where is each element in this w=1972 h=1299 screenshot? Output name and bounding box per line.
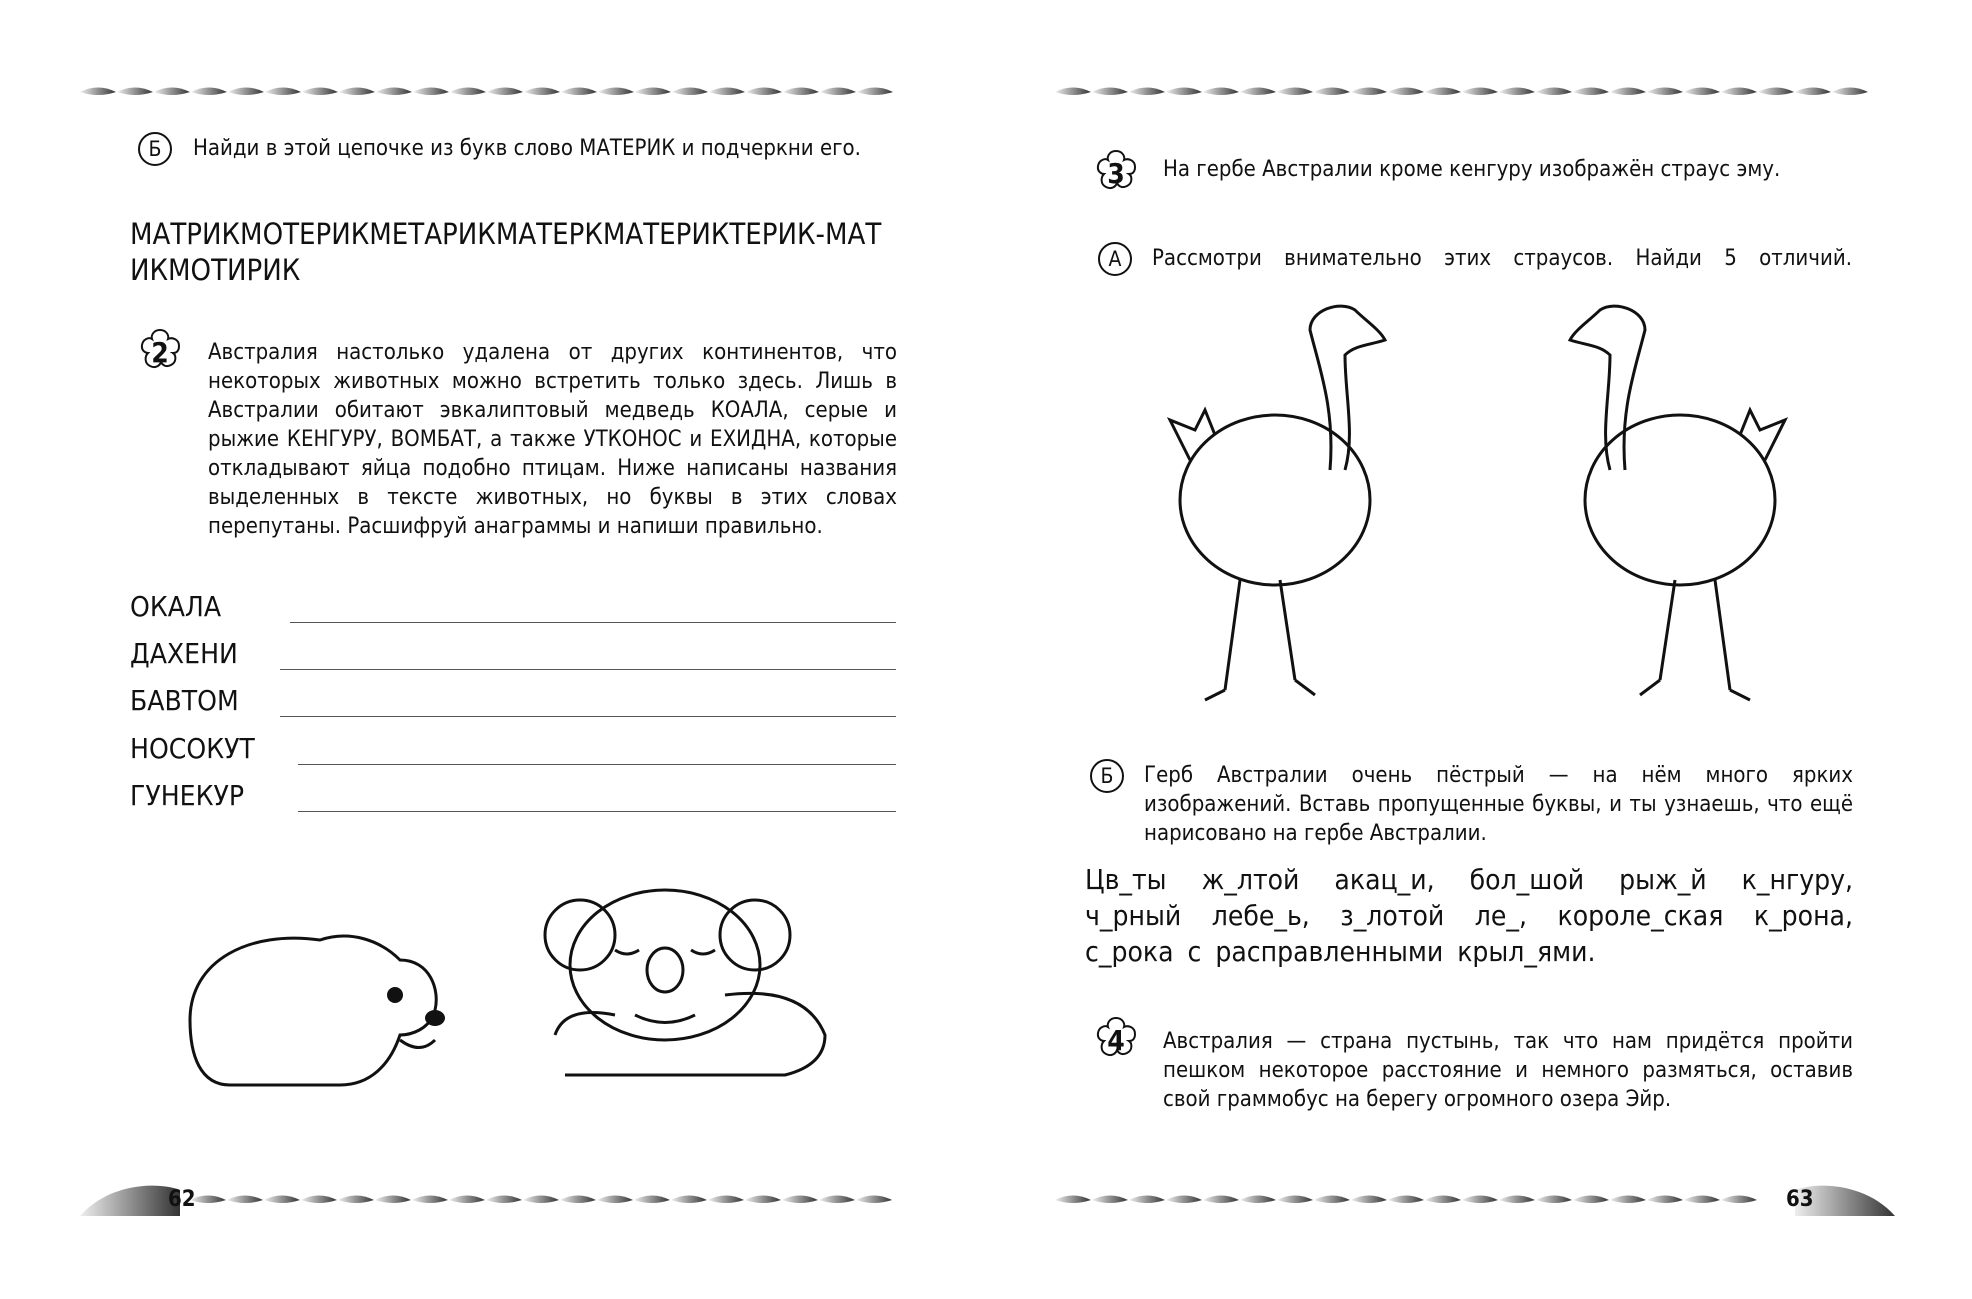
- border-leaf: [560, 1196, 596, 1204]
- answer-line-5[interactable]: [298, 811, 896, 812]
- top-border-right: [1055, 80, 1895, 104]
- task-b-marker-right: Б: [1090, 759, 1124, 793]
- anagram-5: ГУНЕКУР: [130, 779, 245, 812]
- border-leaf: [1351, 1196, 1387, 1204]
- border-leaf: [1203, 88, 1239, 96]
- border-leaf: [1240, 88, 1276, 96]
- anagram-1: ОКАЛА: [130, 590, 222, 623]
- fill-in-text[interactable]: Цв_ты ж_лтой акац_и, бол_шой рыж_й к_нгуру, ч_рный лебе_ь, з_лотой ле_, короле_ская к_рона, с_рока с расправленными крыл_ями.: [1085, 863, 1853, 968]
- anagram-3: БАВТОМ: [130, 684, 239, 717]
- border-leaf: [856, 1196, 892, 1204]
- border-leaf: [1758, 88, 1794, 96]
- border-leaf: [1462, 88, 1498, 96]
- border-leaf: [524, 88, 560, 96]
- border-leaf: [708, 1196, 744, 1204]
- border-leaf: [523, 1196, 559, 1204]
- border-leaf: [487, 88, 523, 96]
- border-leaf: [1647, 88, 1683, 96]
- border-leaf: [338, 1196, 374, 1204]
- anagram-4: НОСОКУТ: [130, 732, 255, 765]
- border-leaf: [154, 88, 190, 96]
- border-leaf: [783, 88, 819, 96]
- border-leaf: [1277, 1196, 1313, 1204]
- border-leaf: [561, 88, 597, 96]
- border-leaf: [1277, 88, 1313, 96]
- border-leaf: [1499, 88, 1535, 96]
- border-leaf: [1240, 1196, 1276, 1204]
- border-leaf: [1832, 88, 1868, 96]
- border-leaf: [857, 88, 893, 96]
- task-b-right-text: Герб Австралии очень пёстрый — на нём много ярких изображений. Вставь пропущенные буквы, и ты узнаешь, что ещё нарисовано на гербе Австралии.: [1144, 763, 1853, 846]
- answer-line-2[interactable]: [280, 669, 896, 670]
- border-leaf: [80, 88, 116, 96]
- page-number-right: 63: [1786, 1187, 1814, 1212]
- border-leaf: [709, 88, 745, 96]
- border-leaf: [820, 88, 856, 96]
- border-leaf: [339, 88, 375, 96]
- border-leaf: [1092, 1196, 1128, 1204]
- border-leaf: [1462, 1196, 1498, 1204]
- border-leaf: [819, 1196, 855, 1204]
- task-2-badge: 2: [132, 324, 188, 380]
- letter-chain[interactable]: МАТРИКМОТЕРИКМЕТАРИКМАТЕРКМАТЕРИКТЕРИК-МАТИКМОТИРИК: [130, 217, 882, 287]
- border-leaf: [449, 1196, 485, 1204]
- answer-line-4[interactable]: [298, 764, 896, 765]
- ostrich-right-illustration: [1545, 300, 1795, 710]
- task-b-text: Найди в этой цепочке из букв слово МАТЕРИК и подчеркни его.: [193, 136, 861, 161]
- task-4-badge: 4: [1088, 1012, 1144, 1068]
- border-leaf: [597, 1196, 633, 1204]
- task-a-text: Рассмотри внимательно этих страусов. Найди 5 отличий.: [1152, 246, 1852, 271]
- border-leaf: [301, 1196, 337, 1204]
- border-leaf: [1351, 88, 1387, 96]
- border-leaf: [191, 88, 227, 96]
- border-leaf: [228, 88, 264, 96]
- border-leaf: [413, 88, 449, 96]
- border-leaf: [672, 88, 708, 96]
- border-leaf: [1425, 1196, 1461, 1204]
- border-leaf: [375, 1196, 411, 1204]
- border-leaf: [746, 88, 782, 96]
- answer-line-1[interactable]: [290, 622, 896, 623]
- border-leaf: [1388, 1196, 1424, 1204]
- border-leaf: [1055, 1196, 1091, 1204]
- koala-illustration: [525, 875, 845, 1090]
- border-leaf: [1721, 88, 1757, 96]
- border-leaf: [1092, 88, 1128, 96]
- task-2-text: Австралия настолько удалена от других континентов, что некоторых животных можно встретить только здесь. Лишь в Австралии обитают эвкалиптовый медведь КОАЛА, серые и рыжие КЕНГУРУ, ВОМБАТ, а также УТКОНОС и ЕХИДНА, которые откладывают яйца подобно птицам. Ниже написаны названия выделенных в тексте животных, но буквы в этих словах перепутаны. Расшифруй анаграммы и напиши правильно.: [208, 340, 897, 539]
- border-leaf: [1573, 88, 1609, 96]
- bottom-border-left: [80, 1182, 920, 1218]
- border-leaf: [1499, 1196, 1535, 1204]
- border-leaf: [486, 1196, 522, 1204]
- wombat-illustration: [170, 910, 480, 1125]
- border-leaf: [1721, 1196, 1757, 1204]
- page-corner-leaf: [80, 1186, 180, 1216]
- border-leaf: [1610, 1196, 1646, 1204]
- answer-line-3[interactable]: [280, 716, 896, 717]
- border-leaf: [227, 1196, 263, 1204]
- task-b-marker: Б: [138, 132, 172, 166]
- top-border-left: [80, 80, 920, 104]
- border-leaf: [1795, 88, 1831, 96]
- border-leaf: [412, 1196, 448, 1204]
- border-leaf: [302, 88, 338, 96]
- border-leaf: [1610, 88, 1646, 96]
- border-leaf: [598, 88, 634, 96]
- border-leaf: [782, 1196, 818, 1204]
- border-leaf: [1684, 1196, 1720, 1204]
- border-leaf: [1647, 1196, 1683, 1204]
- border-leaf: [1684, 88, 1720, 96]
- border-leaf: [1536, 1196, 1572, 1204]
- border-leaf: [1055, 88, 1091, 96]
- border-leaf: [1166, 88, 1202, 96]
- border-leaf: [1314, 88, 1350, 96]
- border-leaf: [1203, 1196, 1239, 1204]
- border-leaf: [1129, 1196, 1165, 1204]
- ostrich-left-illustration: [1160, 300, 1410, 710]
- border-leaf: [450, 88, 486, 96]
- border-leaf: [376, 88, 412, 96]
- anagram-2: ДАХЕНИ: [130, 637, 238, 670]
- border-leaf: [1425, 88, 1461, 96]
- page-number-left: 62: [168, 1187, 196, 1212]
- border-leaf: [1536, 88, 1572, 96]
- task-3-text: На гербе Австралии кроме кенгуру изображён страус эму.: [1163, 157, 1781, 182]
- border-leaf: [264, 1196, 300, 1204]
- border-leaf: [634, 1196, 670, 1204]
- bottom-border-right: [1055, 1182, 1895, 1218]
- border-leaf: [671, 1196, 707, 1204]
- task-4-text: Австралия — страна пустынь, так что нам придётся пройти пешком некоторое расстояние и немного размяться, оставив свой граммобус на берегу огромного озера Эйр.: [1163, 1029, 1853, 1112]
- border-leaf: [1388, 88, 1424, 96]
- border-leaf: [265, 88, 301, 96]
- border-leaf: [1573, 1196, 1609, 1204]
- task-a-marker: А: [1098, 242, 1132, 276]
- border-leaf: [1314, 1196, 1350, 1204]
- border-leaf: [117, 88, 153, 96]
- border-leaf: [745, 1196, 781, 1204]
- border-leaf: [635, 88, 671, 96]
- border-leaf: [1129, 88, 1165, 96]
- task-3-badge: 3: [1088, 145, 1144, 201]
- border-leaf: [1166, 1196, 1202, 1204]
